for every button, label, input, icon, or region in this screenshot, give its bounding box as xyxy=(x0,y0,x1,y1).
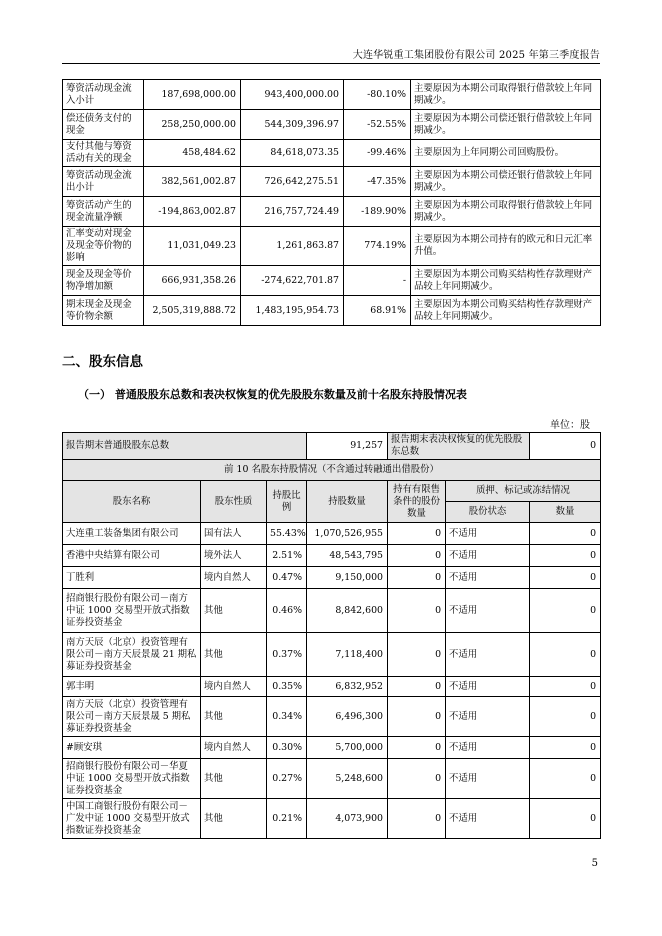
cashflow-previous: 216,757,724.49 xyxy=(241,197,344,227)
cashflow-current: 187,698,000.00 xyxy=(144,80,241,110)
cashflow-reason: 主要原因为本期公司取得银行借款较上年同期减少。 xyxy=(411,80,601,110)
shareholder-status: 不适用 xyxy=(446,545,530,567)
cashflow-row xyxy=(63,167,601,197)
cashflow-previous: 726,642,275.51 xyxy=(241,167,344,197)
cashflow-change: -80.10% xyxy=(344,80,411,110)
shareholder-name: 招商银行股份有限公司－华夏中证 1000 交易型开放式指数证券投资基金 xyxy=(63,759,201,799)
shareholder-restricted: 0 xyxy=(388,677,446,697)
shareholder-nature: 其他 xyxy=(201,697,267,737)
cashflow-previous: 84,618,073.35 xyxy=(241,140,344,167)
shareholder-restricted: 0 xyxy=(388,523,446,545)
shareholder-quantity: 0 xyxy=(530,697,601,737)
cashflow-table xyxy=(62,79,601,326)
cashflow-row xyxy=(63,296,601,326)
page-header: 大连华锐重工集团股份有限公司 2025 年第三季度报告 xyxy=(352,50,600,61)
shareholder-ratio: 55.43% xyxy=(267,523,307,545)
cashflow-previous: 1,483,195,954.73 xyxy=(241,296,344,326)
shareholder-restricted: 0 xyxy=(388,759,446,799)
cashflow-current: 458,484.62 xyxy=(144,140,241,167)
cashflow-change: 774.19% xyxy=(344,227,411,266)
shareholder-row xyxy=(63,737,601,759)
shareholder-row xyxy=(63,759,601,799)
shareholder-name: 中国工商银行股份有限公司－广发中证 1000 交易型开放式指数证券投资基金 xyxy=(63,799,201,839)
shareholder-name: #顾安琪 xyxy=(63,737,201,759)
shareholder-restricted: 0 xyxy=(388,545,446,567)
cashflow-row xyxy=(63,110,601,140)
shareholder-row xyxy=(63,545,601,567)
shareholder-count: 8,842,600 xyxy=(307,589,388,633)
header-rule xyxy=(62,63,600,64)
cashflow-item: 筹资活动现金流出小计 xyxy=(63,167,144,197)
shareholder-nature: 境内自然人 xyxy=(201,737,267,759)
shareholder-status: 不适用 xyxy=(446,567,530,589)
shareholder-count: 7,118,400 xyxy=(307,633,388,677)
shareholder-row xyxy=(63,633,601,677)
header-status: 股份状态 xyxy=(446,502,530,523)
shareholder-quantity: 0 xyxy=(530,677,601,697)
shareholder-quantity: 0 xyxy=(530,567,601,589)
shareholder-ratio: 0.46% xyxy=(267,589,307,633)
shareholder-count: 6,496,300 xyxy=(307,697,388,737)
cashflow-change: -52.55% xyxy=(344,110,411,140)
common-holders-label: 报告期末普通股股东总数 xyxy=(63,433,307,460)
summary-row xyxy=(63,433,601,460)
cashflow-reason: 主要原因为本期公司购买结构性存款理财产品较上年同期减少。 xyxy=(411,296,601,326)
cashflow-previous: 943,400,000.00 xyxy=(241,80,344,110)
shareholder-row xyxy=(63,567,601,589)
shareholder-name: 招商银行股份有限公司－南方中证 1000 交易型开放式指数证券投资基金 xyxy=(63,589,201,633)
cashflow-reason: 主要原因为本期公司偿还银行借款较上年同期减少。 xyxy=(411,167,601,197)
cashflow-change: -47.35% xyxy=(344,167,411,197)
cashflow-change: -99.46% xyxy=(344,140,411,167)
cashflow-current: 666,931,358.26 xyxy=(144,266,241,296)
cashflow-change: - xyxy=(344,266,411,296)
cashflow-item: 期末现金及现金等价物余额 xyxy=(63,296,144,326)
shareholder-nature: 境内自然人 xyxy=(201,567,267,589)
shareholder-quantity: 0 xyxy=(530,737,601,759)
top10-title-row xyxy=(63,460,601,481)
cashflow-reason: 主要原因为上年同期公司回购股份。 xyxy=(411,140,601,167)
shareholder-ratio: 2.51% xyxy=(267,545,307,567)
shareholder-name: 郭丰明 xyxy=(63,677,201,697)
shareholder-quantity: 0 xyxy=(530,759,601,799)
shareholder-status: 不适用 xyxy=(446,633,530,677)
shareholder-quantity: 0 xyxy=(530,545,601,567)
cashflow-row xyxy=(63,140,601,167)
cashflow-item: 支付其他与筹资活动有关的现金 xyxy=(63,140,144,167)
page-number: 5 xyxy=(591,858,598,869)
shareholder-ratio: 0.34% xyxy=(267,697,307,737)
shareholder-quantity: 0 xyxy=(530,633,601,677)
shareholder-restricted: 0 xyxy=(388,697,446,737)
shareholder-status: 不适用 xyxy=(446,677,530,697)
shareholder-nature: 其他 xyxy=(201,759,267,799)
shareholder-nature: 境内自然人 xyxy=(201,677,267,697)
shareholder-name: 丁胜利 xyxy=(63,567,201,589)
shareholder-nature: 国有法人 xyxy=(201,523,267,545)
shareholder-table xyxy=(62,432,601,839)
shareholder-ratio: 0.21% xyxy=(267,799,307,839)
shareholder-name: 南方天辰（北京）投资管理有限公司－南方天辰景晟 21 期私募证券投资基金 xyxy=(63,633,201,677)
shareholder-restricted: 0 xyxy=(388,799,446,839)
cashflow-current: 382,561,002.87 xyxy=(144,167,241,197)
cashflow-item: 筹资活动现金流入小计 xyxy=(63,80,144,110)
cashflow-item: 汇率变动对现金及现金等价物的影响 xyxy=(63,227,144,266)
cashflow-row xyxy=(63,197,601,227)
cashflow-previous: 1,261,863.87 xyxy=(241,227,344,266)
shareholder-quantity: 0 xyxy=(530,589,601,633)
cashflow-previous: -274,622,701.87 xyxy=(241,266,344,296)
shareholder-restricted: 0 xyxy=(388,567,446,589)
shareholder-count: 9,150,000 xyxy=(307,567,388,589)
shareholder-row xyxy=(63,799,601,839)
header-nature: 股东性质 xyxy=(201,481,267,523)
cashflow-change: 68.91% xyxy=(344,296,411,326)
header-row-1 xyxy=(63,481,601,502)
section-title: 二、股东信息 xyxy=(62,354,143,370)
shareholder-status: 不适用 xyxy=(446,589,530,633)
shareholder-count: 1,070,526,955 xyxy=(307,523,388,545)
top10-title: 前 10 名股东持股情况（不含通过转融通出借股份） xyxy=(63,460,601,481)
header-name: 股东名称 xyxy=(63,481,201,523)
shareholder-restricted: 0 xyxy=(388,633,446,677)
shareholder-nature: 其他 xyxy=(201,589,267,633)
cashflow-reason: 主要原因为本期公司偿还银行借款较上年同期减少。 xyxy=(411,110,601,140)
shareholder-nature: 其他 xyxy=(201,633,267,677)
shareholder-count: 4,073,900 xyxy=(307,799,388,839)
shareholder-row xyxy=(63,589,601,633)
unit-label: 单位：股 xyxy=(550,420,590,431)
shareholder-ratio: 0.30% xyxy=(267,737,307,759)
shareholder-ratio: 0.47% xyxy=(267,567,307,589)
shareholder-ratio: 0.35% xyxy=(267,677,307,697)
cashflow-current: 11,031,049.23 xyxy=(144,227,241,266)
common-holders-value: 91,257 xyxy=(307,433,388,460)
cashflow-change: -189.90% xyxy=(344,197,411,227)
shareholder-ratio: 0.37% xyxy=(267,633,307,677)
header-quantity: 数量 xyxy=(530,502,601,523)
shareholder-nature: 其他 xyxy=(201,799,267,839)
shareholder-restricted: 0 xyxy=(388,737,446,759)
header-ratio: 持股比例 xyxy=(267,481,307,523)
shareholder-quantity: 0 xyxy=(530,523,601,545)
subsection-title: （一） 普通股股东总数和表决权恢复的优先股股东数量及前十名股东持股情况表 xyxy=(78,388,467,401)
cashflow-reason: 主要原因为本期公司购买结构性存款理财产品较上年同期减少。 xyxy=(411,266,601,296)
shareholder-status: 不适用 xyxy=(446,799,530,839)
shareholder-count: 48,543,795 xyxy=(307,545,388,567)
header-restricted: 持有有限售条件的股份数量 xyxy=(388,481,446,523)
cashflow-item: 偿还债务支付的现金 xyxy=(63,110,144,140)
shareholder-name: 香港中央结算有限公司 xyxy=(63,545,201,567)
shareholder-restricted: 0 xyxy=(388,589,446,633)
cashflow-current: 2,505,319,888.72 xyxy=(144,296,241,326)
cashflow-row xyxy=(63,227,601,266)
shareholder-status: 不适用 xyxy=(446,697,530,737)
cashflow-row xyxy=(63,266,601,296)
shareholder-nature: 境外法人 xyxy=(201,545,267,567)
header-pledge: 质押、标记或冻结情况 xyxy=(446,481,601,502)
shareholder-quantity: 0 xyxy=(530,799,601,839)
shareholder-row xyxy=(63,523,601,545)
cashflow-item: 现金及现金等价物净增加额 xyxy=(63,266,144,296)
cashflow-current: 258,250,000.00 xyxy=(144,110,241,140)
preferred-holders-value: 0 xyxy=(530,433,601,460)
shareholder-count: 5,700,000 xyxy=(307,737,388,759)
cashflow-reason: 主要原因为本期公司取得银行借款较上年同期减少。 xyxy=(411,197,601,227)
cashflow-item: 筹资活动产生的现金流量净额 xyxy=(63,197,144,227)
shareholder-status: 不适用 xyxy=(446,759,530,799)
preferred-holders-label: 报告期末表决权恢复的优先股股东总数 xyxy=(388,433,530,460)
shareholder-status: 不适用 xyxy=(446,523,530,545)
shareholder-count: 5,248,600 xyxy=(307,759,388,799)
header-count: 持股数量 xyxy=(307,481,388,523)
shareholder-name: 大连重工装备集团有限公司 xyxy=(63,523,201,545)
cashflow-current: -194,863,002.87 xyxy=(144,197,241,227)
shareholder-status: 不适用 xyxy=(446,737,530,759)
shareholder-row xyxy=(63,677,601,697)
shareholder-count: 6,832,952 xyxy=(307,677,388,697)
cashflow-reason: 主要原因为本期公司持有的欧元和日元汇率升值。 xyxy=(411,227,601,266)
shareholder-ratio: 0.27% xyxy=(267,759,307,799)
shareholder-row xyxy=(63,697,601,737)
cashflow-previous: 544,309,396.97 xyxy=(241,110,344,140)
shareholder-name: 南方天辰（北京）投资管理有限公司－南方天辰景晟 5 期私募证券投资基金 xyxy=(63,697,201,737)
cashflow-row xyxy=(63,80,601,110)
